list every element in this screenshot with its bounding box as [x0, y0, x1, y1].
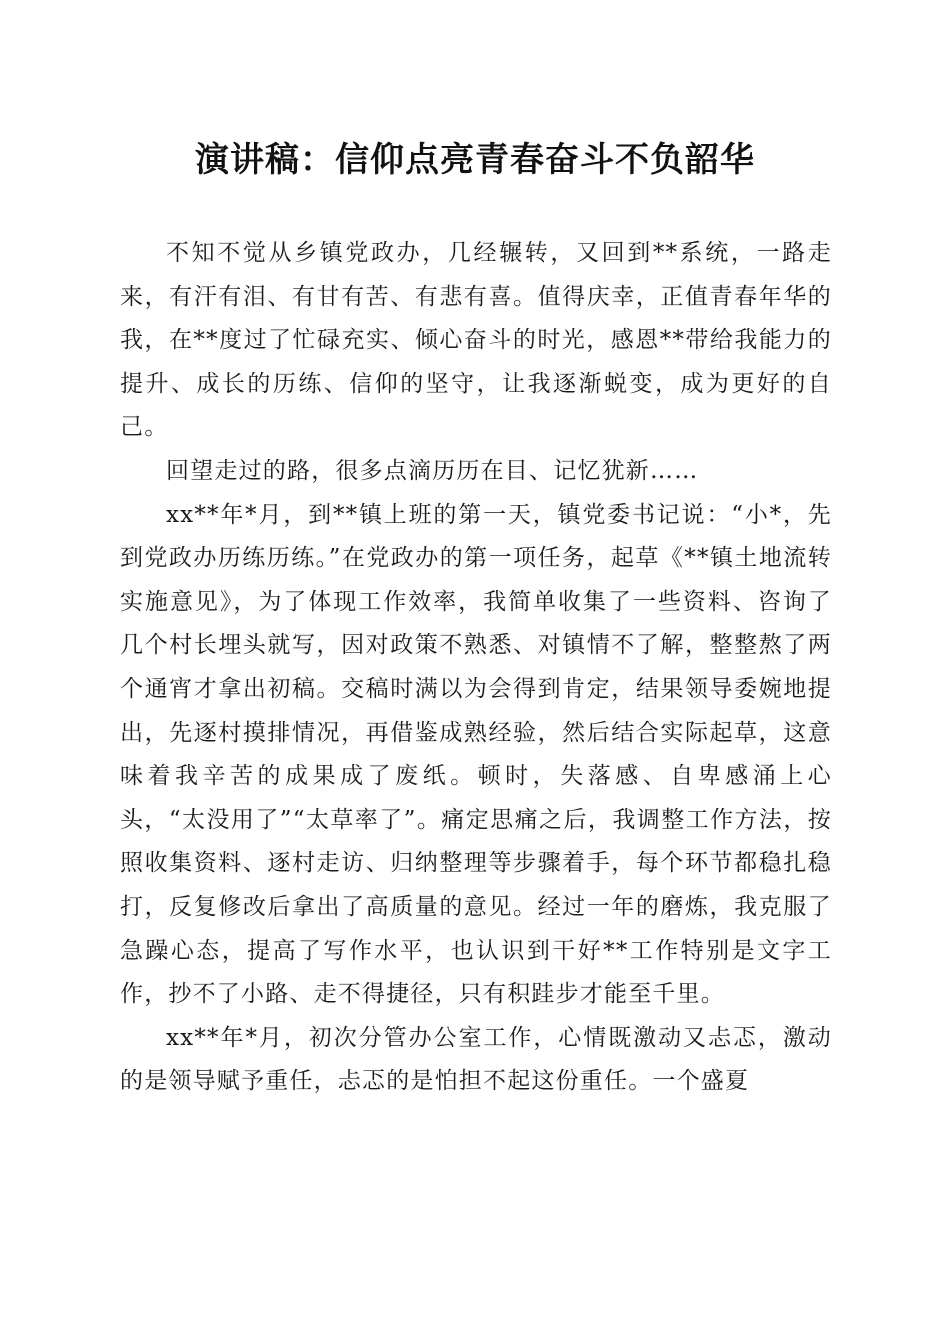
document-body	[120, 232, 832, 1104]
paragraph: 不知不觉从乡镇党政办，几经辗转，又回到**系统，一路走来，有汗有泪、有甘有苦、有悲有喜。值得庆幸，正值青春年华的我，在**度过了忙碌充实、倾心奋斗的时光，感恩**带给我能力的提升、成长的历练、信仰的坚守，让我逐渐蜕变，成为更好的自己。	[120, 240, 832, 441]
document-title: 演讲稿：信仰点亮青春奋斗不负韶华	[195, 140, 755, 180]
paragraph: xx**年*月，初次分管办公室工作，心情既激动又忐忑，激动的是领导赋予重任，忐忑的是怕担不起这份重任。一个盛夏	[120, 1024, 832, 1095]
paragraph: 回望走过的路，很多点滴历历在目、记忆犹新……	[166, 457, 699, 484]
paragraph: xx**年*月，到**镇上班的第一天，镇党委书记说：“小*，先到党政办历练历练。”在党政办的第一项任务，起草《**镇土地流转实施意见》，为了体现工作效率，我简单收集了一些资料、咨询了几个村长埋头就写，因对政策不熟悉、对镇情不了解，整整熬了两个通宵才拿出初稿。交稿时满以为会得到肯定，结果领导委婉地提出，先逐村摸排情况，再借鉴成熟经验，然后结合实际起草，这意味着我辛苦的成果成了废纸。顿时，失落感、自卑感涌上心头，“太没用了”“太草率了”。痛定思痛之后，我调整工作方法，按照收集资料、逐村走访、归纳整理等步骤着手，每个环节都稳扎稳打，反复修改后拿出了高质量的意见。经过一年的磨炼，我克服了急躁心态，提高了写作水平，也认识到干好**工作特别是文字工作，抄不了小路、走不得捷径，只有积跬步才能至千里。	[120, 501, 832, 1008]
